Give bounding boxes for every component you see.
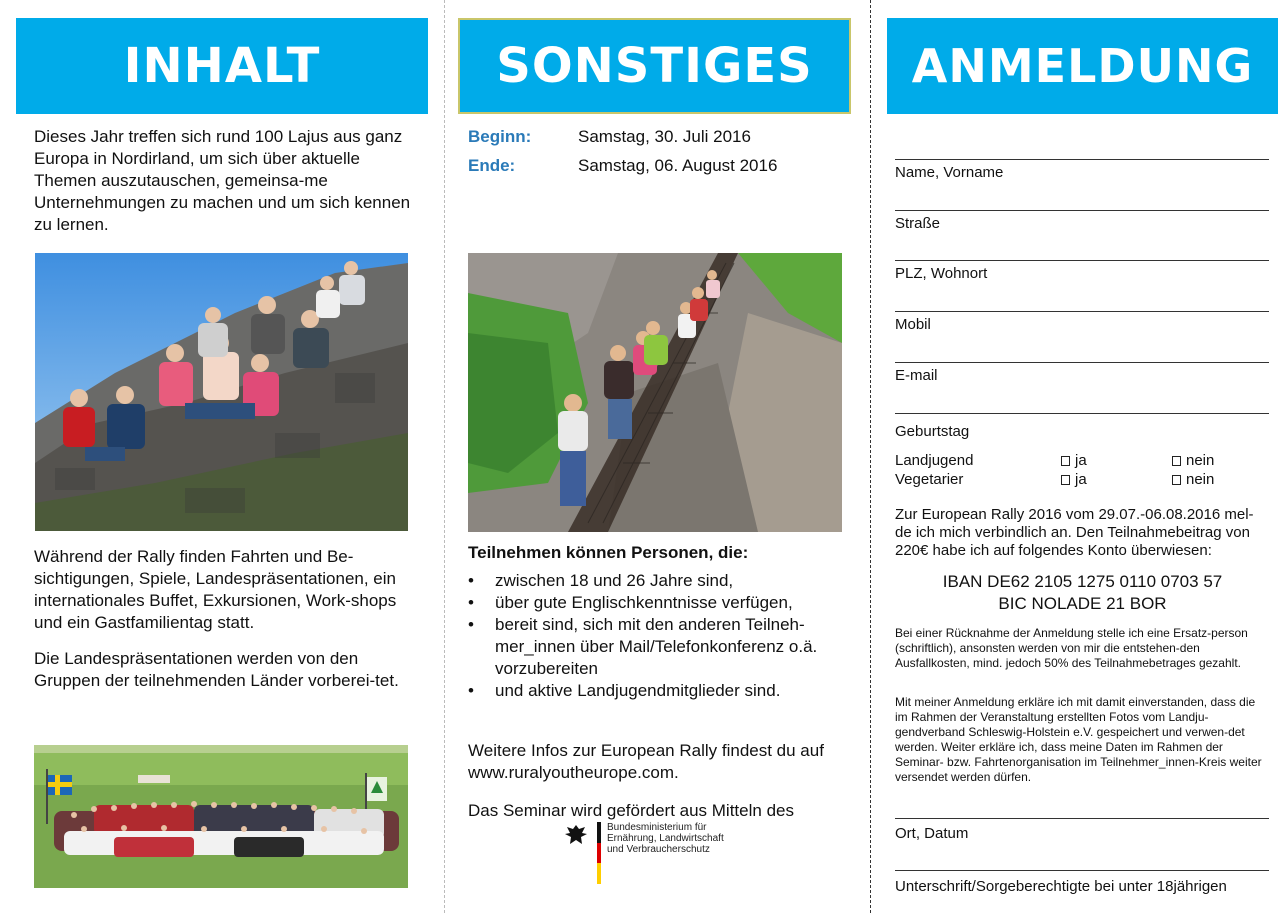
ministry-logo: [563, 822, 748, 888]
signature-label: Unterschrift/Sorgeberechtigte bei unter 18jährigen: [895, 878, 1227, 895]
city-field[interactable]: [895, 260, 1269, 261]
criteria-list: [468, 570, 848, 702]
cancellation-terms: Bei einer Rücknahme der Anmeldung stelle ich eine Ersatz-person (schriftlich), ansonsten werden von mir die entstehen-den Ausfallkosten, mind. jedoch 50% des Teilnahmebetrages gezahlt.: [895, 626, 1248, 670]
german-flag-bar: [597, 822, 601, 884]
registration-text: Zur European Rally 2016 vom 29.07.-06.08.2016 mel-de ich mich verbindlich an. Den Teilnahmebeitrag von 220€ habe ich auf folgendes Konto überwiesen:: [895, 506, 1254, 559]
city-label: PLZ, Wohnort: [895, 265, 988, 282]
consent-terms: Mit meiner Anmeldung erkläre ich mit damit einverstanden, dass die im Rahmen der Veranstaltung erstellten Fotos vom Landju-gendverband Schleswig-Holstein e.V. gespeichert und verwen-det werden. Weiter erkläre ich, dass meine Daten im Rahmen der Seminar- bzw. Fahrtenorganisation im Teilnehmer_innen-Kreis weiter versendet werden dürfen.: [895, 695, 1262, 784]
vegetarian-yes-checkbox[interactable]: ja: [1061, 471, 1087, 489]
mobile-field[interactable]: [895, 311, 1269, 312]
vegetarian-no-checkbox[interactable]: nein: [1172, 471, 1214, 489]
criteria-item: • zwischen 18 und 26 Jahre sind,: [468, 570, 848, 592]
email-field[interactable]: [895, 362, 1269, 363]
criteria-title: Teilnehmen können Personen, die:: [468, 543, 749, 562]
begin-value: Samstag, 30. Juli 2016: [578, 127, 751, 146]
program-paragraph: Während der Rally finden Fahrten und Be-sichtigungen, Spiele, Landespräsentationen, ein internationales Buffet, Exkursionen, Work-shops und ein Gastfamilientag statt.: [34, 547, 397, 632]
intro-paragraph: Dieses Jahr treffen sich rund 100 Lajus aus ganz Europa in Nordirland, um sich über aktuelle Themen auszutauschen, gemeinsa-me Unternehmungen zu machen und um sich kennen zu lernen.: [34, 127, 411, 234]
rope-bridge-photo: [468, 253, 842, 532]
birthday-label: Geburtstag: [895, 423, 970, 440]
street-field[interactable]: [895, 210, 1269, 211]
bank-details: [895, 571, 1270, 615]
inhalt-banner: INHALT: [16, 18, 428, 114]
presentations-paragraph: Die Landespräsentationen werden von den Gruppen der teilnehmenden Länder vorberei-tet.: [34, 649, 399, 690]
sonstiges-banner: SONSTIGES: [458, 18, 851, 114]
anmeldung-banner: ANMELDUNG: [887, 18, 1278, 114]
criteria-item: • und aktive Landjugendmitglieder sind.: [468, 680, 848, 702]
eagle-icon: [563, 822, 589, 848]
landjugend-no-checkbox[interactable]: nein: [1172, 452, 1214, 470]
more-info-text: Weitere Infos zur European Rally findest du auf www.ruralyoutheurope.com.: [468, 741, 824, 782]
landjugend-label: Landjugend: [895, 452, 974, 469]
vegetarian-label: Vegetarier: [895, 471, 964, 488]
group-photo-field: [34, 745, 408, 888]
eligibility-section: [468, 542, 848, 702]
email-label: E-mail: [895, 367, 938, 384]
funding-text: Das Seminar wird gefördert aus Mitteln des: [468, 801, 794, 820]
mobile-label: Mobil: [895, 316, 931, 333]
street-label: Straße: [895, 215, 941, 232]
ministry-name: Bundesministerium für Ernährung, Landwirtschaft und Verbraucherschutz: [607, 822, 724, 855]
end-label: Ende:: [468, 156, 516, 175]
name-field[interactable]: [895, 159, 1269, 160]
group-photo-rocks: [35, 253, 408, 531]
name-label: Name, Vorname: [895, 164, 1004, 181]
bic: BIC NOLADE 21 BOR: [998, 594, 1167, 613]
begin-label: Beginn:: [468, 127, 532, 146]
column-divider-left: [444, 0, 445, 913]
criteria-item: • über gute Englischkenntnisse verfügen,: [468, 592, 848, 614]
signature-field[interactable]: [895, 870, 1269, 871]
iban: IBAN DE62 2105 1275 0110 0703 57: [942, 572, 1223, 591]
landjugend-yes-checkbox[interactable]: ja: [1061, 452, 1087, 470]
birthday-field[interactable]: [895, 413, 1269, 414]
fold-line: [870, 0, 871, 913]
criteria-item: • bereit sind, sich mit den anderen Teilneh-mer_innen über Mail/Telefonkonferenz o.ä. vorzubereiten: [468, 614, 848, 680]
place-date-field[interactable]: [895, 818, 1269, 819]
place-date-label: Ort, Datum: [895, 825, 969, 842]
end-value: Samstag, 06. August 2016: [578, 156, 778, 175]
